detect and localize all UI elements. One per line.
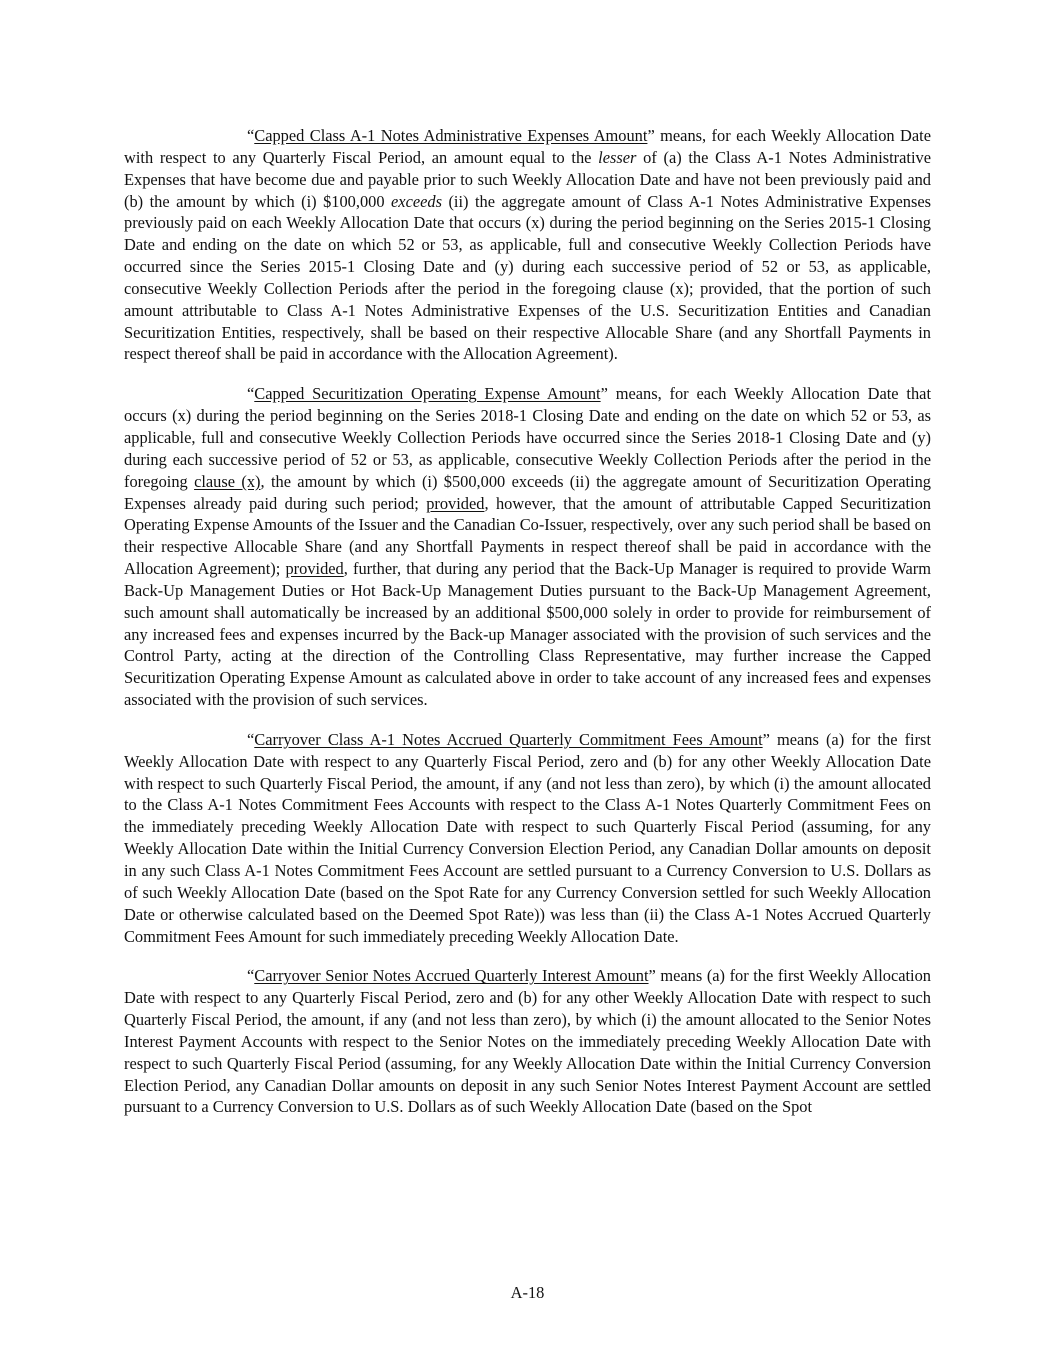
definition-text: means, for each Weekly Allocation Date with respect to any Quarterly Fiscal Period, an amount equal to the [124, 126, 931, 167]
definition-text: means (a) for the first Weekly Allocation Date with respect to any Quarterly Fiscal Period, zero and (b) for any other Weekly Allocation Date with respect to such Quarterly Fiscal Period, the amount, if any (and not less than zero), by which (i) the amount allocated to the Class A-1 Notes Commitment Fees Accounts with respect to the Class A-1 Notes Quarterly Commitment Fees on the immediately preceding Weekly Allocation Date with respect to such Quarterly Fiscal Period (assuming, for any Weekly Allocation Date within the Initial Currency Conversion Election Period, any Canadian Dollar amounts on deposit in any such Class A-1 Notes Commitment Fees Account are settled pursuant to a Currency Conversion to U.S. Dollars as of such Weekly Allocation Date (based on the Spot Rate for any Currency Conversion settled for such Weekly Allocation Date or otherwise calculated based on the Deemed Spot Rate)) was less than (ii) the Class A-1 Notes Accrued Quarterly Commitment Fees Amount for such immediately preceding Weekly Allocation Date. [124, 729, 931, 946]
close-quote: ” [647, 126, 655, 145]
close-quote: ” [762, 729, 770, 749]
page-number: A-18 [510, 1283, 545, 1302]
definition-text: of (a) the Class A-1 Notes Administrative Expenses that have become due and payable prior to such Weekly Allocation Date and have not been previously paid and (b) the amount by which (i) $100,000 [124, 147, 931, 211]
underlined-text: provided [285, 559, 344, 579]
open-quote: “ [247, 966, 255, 986]
defined-term: Carryover Class A-1 Notes Accrued Quarterly Commitment Fees Amount [254, 729, 763, 749]
open-quote: “ [247, 126, 255, 145]
open-quote: “ [247, 384, 255, 404]
definition-text: , further, that during any period that the Back-Up Manager is required to provide Warm Back-Up Management Duties or Hot Back-Up Management Duties pursuant to the Back-Up Management Agreement, such amount shall automatically be increased by an additional $500,000 solely in order to provide for reimbursement of any increased fees and expenses incurred by the Back-up Manager associated with the provision of such services and the Control Party, acting at the direction of the Controlling Class Representative, may further increase the Capped Securitization Operating Expense Amount as calculated above in order to take account of any increased fees and expenses associated with the provision of such services. [124, 559, 931, 710]
document-body [124, 125, 931, 1118]
definition-text: , the amount by which (i) $500,000 exceeds (ii) the aggregate amount of Securitization Operating Expenses already paid during such period; [124, 471, 931, 513]
defined-term: Capped Securitization Operating Expense Amount [254, 384, 601, 404]
emphasis-text: lesser [598, 147, 637, 167]
emphasis-text: exceeds [391, 191, 442, 211]
definition-text: (ii) the aggregate amount of Class A-1 Notes Administrative Expenses previously paid on each Weekly Allocation Date that occurs (x) during the period beginning on the Series 2015-1 Closing Date and ending on the date on which 52 or 53, as applicable, full and consecutive Weekly Collection Periods have occurred since the Series 2015-1 Closing Date and (y) during each successive period of 52 or 53, as applicable, consecutive Weekly Collection Periods after the period in the foregoing clause (x); provided, that the portion of such amount attributable to Class A-1 Notes Administrative Expenses of the U.S. Securitization Entities and Canadian Securitization Entities, respectively, shall be based on their respective Allocable Share (and any Shortfall Payments in respect thereof shall be paid in accordance with the Allocation Agreement). [124, 191, 931, 364]
definition-carryover-class-a1-commitment-fees [124, 729, 931, 947]
definition-capped-class-a1-admin-expenses [124, 125, 931, 365]
definition-text: means, for each Weekly Allocation Date that occurs (x) during the period beginning on the Series 2018-1 Closing Date and ending on the date on which 52 or 53, as applicable, full and consecutive Weekly Collection Periods have occurred since the Series 2018-1 Closing Date and (y) during each successive period of 52 or 53, as applicable, consecutive Weekly Collection Periods after the period in the foregoing [124, 384, 931, 491]
definition-carryover-senior-notes-interest [124, 965, 931, 1118]
underlined-text: provided [426, 493, 485, 513]
definition-text: means (a) for the first Weekly Allocation Date with respect to any Quarterly Fiscal Period, zero and (b) for any other Weekly Allocation Date with respect to such Quarterly Fiscal Period, the amount, if any (and not less than zero), by which (i) the amount allocated to the Senior Notes Interest Payment Accounts with respect to the Senior Notes on the immediately preceding Weekly Allocation Date with respect to such Quarterly Fiscal Period (assuming, for any Weekly Allocation Date within the Initial Currency Conversion Election Period, any Canadian Dollar amounts on deposit in any such Senior Notes Interest Payment Account are settled pursuant to a Currency Conversion to U.S. Dollars as of such Weekly Allocation Date (based on the Spot [124, 966, 932, 1117]
definition-capped-securitization-operating-expense [124, 383, 931, 711]
defined-term: Carryover Senior Notes Accrued Quarterly Interest Amount [254, 966, 649, 986]
open-quote: “ [247, 729, 255, 749]
close-quote: ” [648, 966, 656, 986]
underlined-text: clause (x) [194, 471, 261, 491]
definition-text: , however, that the amount of attributable Capped Securitization Operating Expense Amounts of the Issuer and the Canadian Co-Issuer, respectively, over any such period shall be based on their respective Allocable Share (and any Shortfall Payments in respect thereof shall be paid in accordance with the Allocation Agreement); [124, 493, 932, 579]
close-quote: ” [600, 384, 608, 404]
defined-term: Capped Class A-1 Notes Administrative Expenses Amount [254, 126, 648, 145]
